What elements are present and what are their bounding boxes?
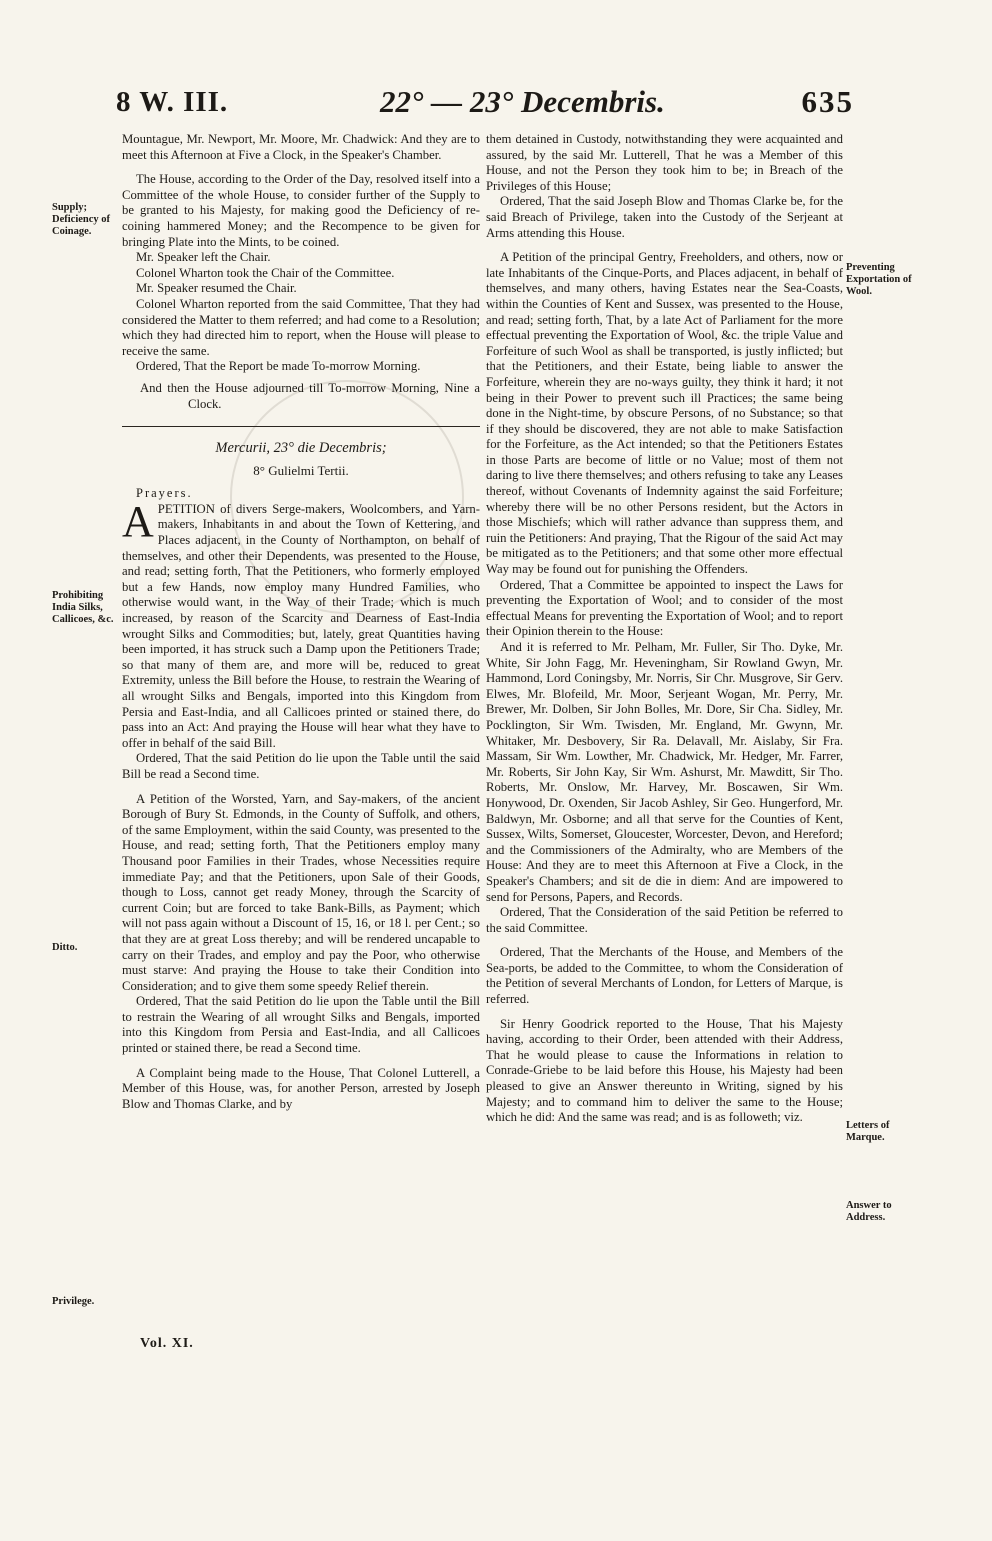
margin-note-privilege: Privilege. [52,1296,95,1307]
day-subheading: 8° Gulielmi Tertii. [253,462,349,478]
paragraph: Ordered, That a Committee be appointed to inspect the Laws for preventing the Exportation of Wool; and to consider of the most effectual Means for preventing the Exportation of Wool; and to report their Opinion therein to the House: [486,577,843,639]
paragraph: A Complaint being made to the House, That Colonel Lutterell, a Member of this House, was, for another Person, arrested by Joseph Blow and Thomas Clarke, and by [122,1065,480,1111]
paragraph: Ordered, That the Merchants of the House, and Members of the Sea-ports, be added to the Committee, to whom the Consideration of the Petition of several Merchants of London, for Letters of Marque, is referred. [486,945,843,1007]
margin-note-ditto: Ditto. [52,942,78,953]
margin-note-letters: Letters of Marque. [846,1120,890,1143]
paragraph: A Petition of the principal Gentry, Freeholders, and others, now or late Inhabitants of the Cinque-Ports, and Places adjacent, in behalf of themselves, and many others, having Estates near the Sea-Coasts, within the Counties of Kent and Sussex, was presented to the House, and read; setting forth, That, by a late Act of Parliament for the more effectual preventing the Exportation of Wool, &c. the triple Value and Forfeiture of such Wool as shall be transported, is justly inflicted; but that the Petitioners, and their Estate, being liable to answer the Forfeiture, wherein they are no-ways guilty, they think it hard; it not being in their Power to prevent such ill Practices; the same being done in the Night-time, by obscure Persons, of no Substance; so that if they should be discovered, they are not able to make Satisfaction for the Forfeiture, as the Act intended; so that the Petitioners Estates in those Parts are become of little or no Value; most of them not daring to live there themselves; and others refusing to take any Leases thereof, without Covenants of Indemnity against the said Forfeiture; whereby there will be no other Persons resident, but the Actors in those Mischiefs; which will rather advance than suppress them, and ruin the Petitioners: And praying, That the Rigour of the said Act may be mitigated as to the Petitioners; and that some other more effectual Way may be found out for punishing the Offenders. [486,250,843,577]
paragraph: Mr. Speaker left the Chair. [136,250,271,265]
margin-note-answer: Answer to Address. [846,1200,892,1223]
prayers-heading: Prayers. [136,486,193,501]
paragraph: Mountague, Mr. Newport, Mr. Moore, Mr. Chadwick: And they are to meet this Afternoon at Five a Clock, in the Speaker's Chamber. [122,132,480,162]
paragraph: Ordered, That the said Joseph Blow and Thomas Clarke be, for the said Breach of Privilege, taken into the Custody of the Serjeant at Arms attending this House. [486,194,843,240]
paragraph: Ordered, That the Consideration of the said Petition be referred to the said Committee. [486,905,843,935]
paragraph: Mr. Speaker resumed the Chair. [136,281,297,296]
margin-note-prohibiting: Prohibiting India Silks, Callicoes, &c. [52,590,114,625]
margin-note-preventing: Preventing Exportation of Wool. [846,262,912,297]
right-column [486,132,843,1126]
page-header [112,84,854,130]
volume-footer: Vol. XI. [140,1336,194,1351]
page-number: 635 [801,84,854,119]
paragraph: Ordered, That the said Petition do lie upon the Table until the Bill to restrain the Wearing of all wrought Silks and Bengals, imported into this Kingdom from Persia and East-India, and all Callicoes printed or stained there, be read a Second time. [122,994,480,1056]
day-heading: Mercurii, 23° die Decembris; [215,440,387,457]
paragraph: Ordered, That the said Petition do lie upon the Table until the said Bill be read a Second time. [122,751,480,781]
paragraph [122,496,480,752]
paragraph: The House, according to the Order of the Day, resolved itself into a Committee of the whole House, to consider further of the Supply to be granted to his Majesty, for making good the Deficiency of re-coining hammered Money; and the Recompence to be given for bringing Plate into the Mints, to be coined. [122,172,480,249]
header-date: 22° — 23° Decembris. [380,84,665,119]
paragraph: Colonel Wharton took the Chair of the Committee. [136,265,395,280]
left-column [122,132,480,1112]
paragraph: Colonel Wharton reported from the said Committee, That they had considered the Matter to them referred; and had come to a Resolution; which they had directed him to report, when the House will please to receive the same. [122,296,480,358]
paragraph: Ordered, That the Report be made To-morrow Morning. [136,359,421,374]
regnal-year: 8 W. III. [116,86,229,118]
paragraph: And it is referred to Mr. Pelham, Mr. Fuller, Sir Tho. Dyke, Mr. White, Sir John Fagg, Mr. Heveningham, Sir Rowland Gwyn, Mr. Hammond, Lord Coningsby, Mr. Norris, Sir Chr. Musgrove, Sir Gerv. Elwes, Mr. Blofeild, Mr. Moor, Serjeant Wogan, Mr. Perry, Mr. Brewer, Mr. Dolben, Sir John Bolles, Mr. Dore, Sir Cha. Sidley, Mr. Pocklington, Sir Wm. Twisden, Mr. England, Mr. Gwynn, Mr. Whitaker, Mr. Desbovery, Sir Ra. Delavall, Mr. Aislaby, Sir Fra. Massam, Sir Wm. Lowther, Mr. Chadwick, Mr. Hedger, Mr. Farrer, Mr. Roberts, Sir John Kay, Sir Wm. Ashurst, Mr. Mawditt, Sir Tho. Roberts, Mr. Onslow, Mr. Harvey, Mr. Boscawen, Sir Wm. Honywood, Dr. Oxenden, Sir Jacob Ashley, Sir Geo. Hungerford, Mr. Baldwyn, Mr. Osborne; and all that serve for the Counties of Kent, Sussex, Wilts, Somerset, Gloucester, Worcester, Devon, and Hereford; and the Commissioners of the Admiralty, who are Members of the House: And they are to meet this Afternoon at Five a Clock, in the Speaker's Chambers; and sit de die in diem: And are impowered to send for Persons, Papers, and Records. [486,640,843,904]
paragraph: A Petition of the Worsted, Yarn, and Say-makers, of the ancient Borough of Bury St. Edmonds, in the County of Suffolk, and others, of the same Employment, within the said County, was presented to the House, and read; setting forth, That the Petitioners employ many Thousand poor Families in their Trades, whose Necessities require immediate Pay; and that the Petitioners, upon Sale of their Goods, though to Loss, cannot get ready Money, through the Scarcity of current Coin; but are forced to take Bank-Bills, as Payment; which will not pass again without a Discount of 15, 16, or 18 l. per Cent.; so that they are at great Loss thereby; and will be rendered uncapable to carry on their Trades, and employ and pay the Poor, who otherwise must starve: And praying the House to take their Condition into Consideration; and to give them some speedy Relief therein. [122,791,480,993]
paragraph: Sir Henry Goodrick reported to the House, That his Majesty having, according to their Order, been attended with their Address, That he would please to cause the Informations in relation to Conrade-Griebe to be laid before this House, his Majesty had been pleased to give an Answer thereunto in Writing, signed by his Majesty; and to command him to deliver the same to the House; which he did: And the same was read; and is as followeth; viz. [486,1016,843,1125]
drop-cap: A [122,496,154,546]
margin-note-supply: Supply; Deficiency of Coinage. [52,202,111,237]
paragraph-text: PETITION of divers Serge-makers, Woolcombers, and Yarn-makers, Inhabitants in and about the Town of Kettering, and Places adjacent, in the County of Northampton, on behalf of themselves, and other their Dependents, was presented to the House, and read; setting forth, That the Petitioners, who formerly employed but a few Hands, now employ many Hundred Families, who otherwise would want, in the Way of their Trade; which is much increased, by reason of the Scarcity and Dearness of East-India wrought Silks and Commodities; but, lately, great Quantities having been imported, it has struck such a Damp upon the Petitioners Trade; so that many of them are, and more will be, reduced to great Extremity, unless the Bill before the House, to restrain the Wearing of all wrought Silks and Bengals, imported into this Kingdom from Persia and East-India, and all Callicoes printed or stained there, do pass into an Act: And praying the House will hear what they have to offer in behalf of the said Bill. [122,501,480,750]
section-divider [122,426,480,427]
paragraph: them detained in Custody, notwithstanding they were acquainted and assured, by the said Mr. Lutterell, That he was a Member of this House, and not the Person they took him to be; in Breach of the Privileges of this House; [486,132,843,193]
paragraph: And then the House adjourned till To-morrow Morning, Nine a Clock. [140,380,480,411]
